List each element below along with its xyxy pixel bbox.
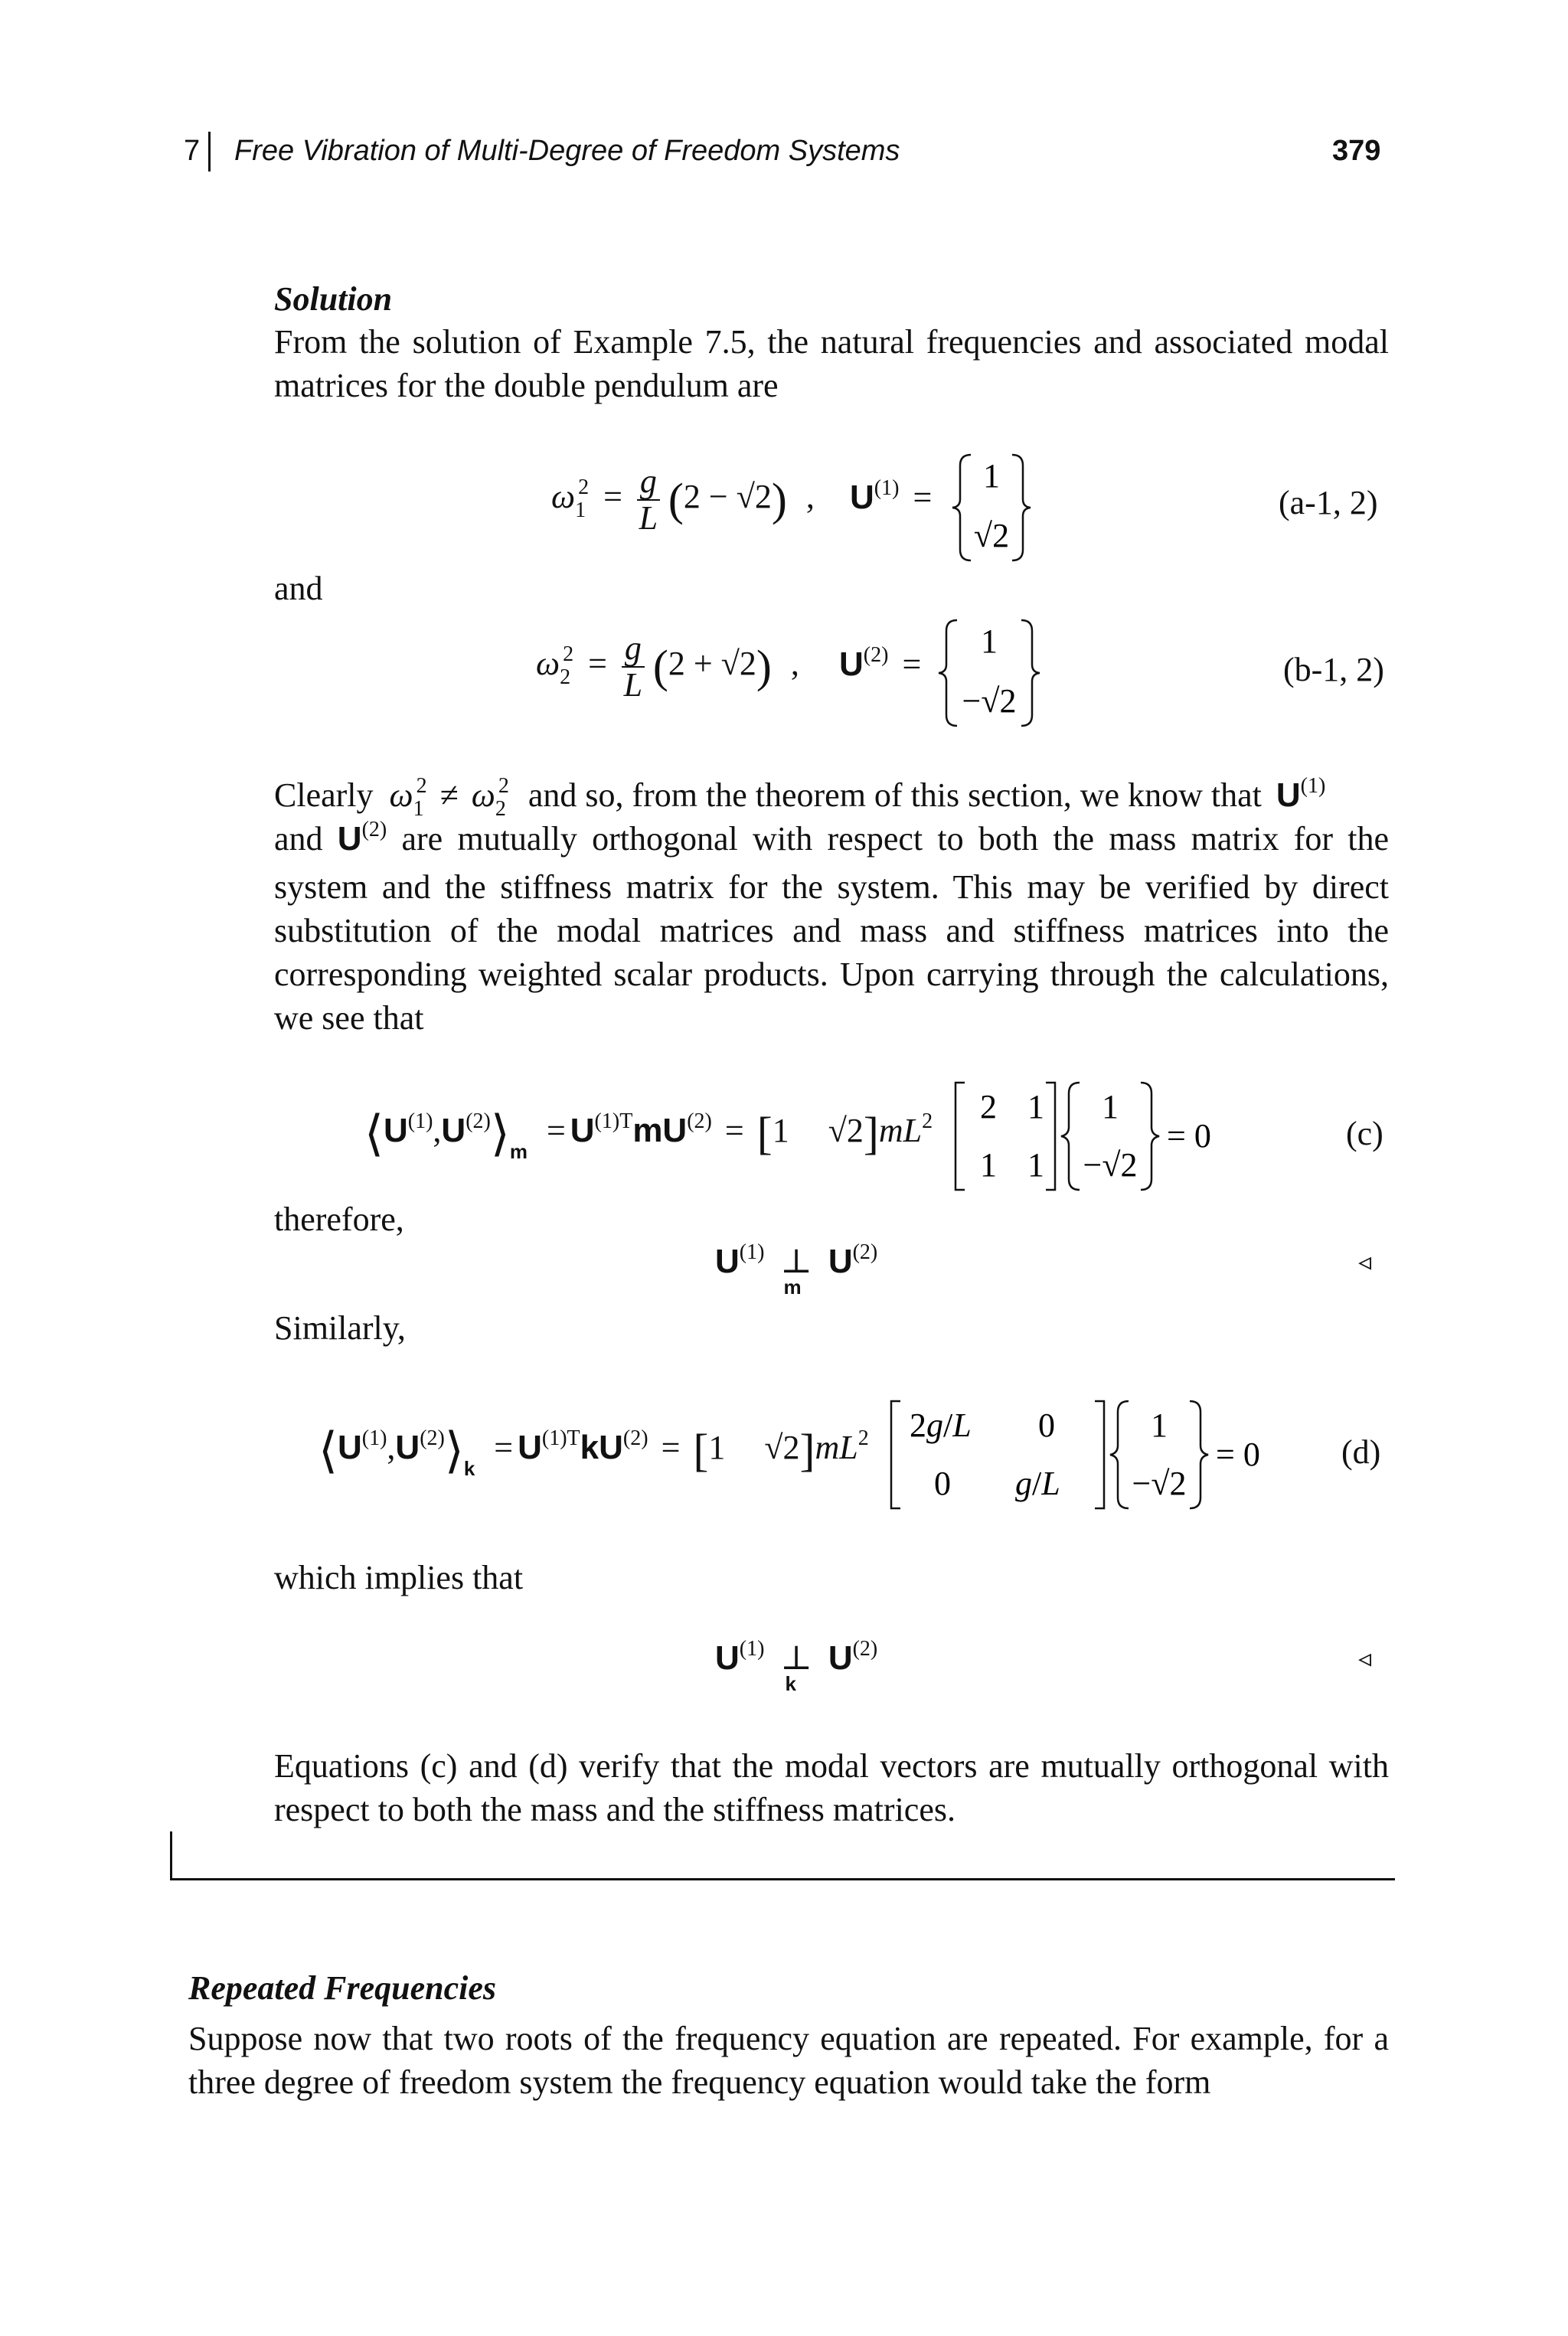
svg-text:= 0: = 0 xyxy=(1216,1436,1260,1473)
eq-c-label: (c) xyxy=(1346,1115,1383,1152)
vector-u2-braces xyxy=(936,617,1043,729)
equation-a: $\omega_1^2$ = $\frac{g}{L}$ (2 − √2) , xyxy=(551,462,815,537)
svg-text:0: 0 xyxy=(934,1465,951,1502)
section-heading: Repeated Frequencies xyxy=(188,1969,497,2007)
svg-text:−√2: −√2 xyxy=(1132,1465,1187,1502)
svg-text:2g/L: 2g/L xyxy=(910,1407,972,1444)
eq-b-label: (b-1, 2) xyxy=(1283,651,1384,688)
clearly-paragraph: and $U^{(2)}$ are mutually orthogonal with respect to both the mass matrix for the system and the stiffness matrix for the system. This may be verified by direct substitution of the modal matrices and mass and stiffness matrices into the corresponding weighted scalar products. Upon carrying through the calculations, we see that xyxy=(274,818,1390,1037)
vector-u1: $U^{(1)}$ = xyxy=(850,476,933,516)
connector-and: and xyxy=(274,570,323,607)
svg-text:−√2: −√2 xyxy=(962,682,1017,720)
svg-text:−√2: −√2 xyxy=(1083,1146,1138,1184)
example-end-rule xyxy=(170,1878,1395,1880)
chapter-number: 7 xyxy=(184,135,201,167)
orthogonal-m: $U^{(1)}$ ⊥ m $U^{(2)}$ xyxy=(715,1240,878,1299)
intro-paragraph: From the solution of Example 7.5, the natural frequencies and associated modal matrices for the double pendulum are xyxy=(274,323,1389,404)
orthogonal-k: $U^{(1)}$ ⊥ k $U^{(2)}$ xyxy=(715,1637,878,1695)
vector-u1-braces xyxy=(949,452,1034,564)
svg-text:√2: √2 xyxy=(973,517,1010,554)
matrix-d xyxy=(888,1398,1263,1511)
svg-text:2: 2 xyxy=(980,1088,997,1126)
end-marker-1: ◃ xyxy=(1358,1248,1372,1276)
eq-a-label: (a-1, 2) xyxy=(1279,484,1378,521)
conclusion-paragraph: Equations (c) and (d) verify that the modal vectors are mutually orthogonal with respect to both the mass and the stiffness matrices. xyxy=(274,1747,1389,1828)
equation-b: $\omega_2^2$ = $\frac{g}{L}$ (2 + √2) , xyxy=(536,629,799,704)
svg-text:1: 1 xyxy=(1102,1088,1119,1126)
page-number: 379 xyxy=(1332,135,1381,167)
matrix-c xyxy=(952,1080,1211,1193)
svg-text:1: 1 xyxy=(1027,1088,1044,1126)
equation-d: $⟨U^{(1)},U^{(2)}⟩_k = U^{(1)T}kU^{(2)} = [1$ $√2]mL^2$ xyxy=(318,1423,869,1481)
svg-text:g/L: g/L xyxy=(1015,1465,1060,1502)
vector-u2: $U^{(2)}$ = xyxy=(839,643,922,683)
svg-text:1: 1 xyxy=(981,622,998,660)
svg-text:1: 1 xyxy=(1151,1407,1168,1444)
svg-text:1: 1 xyxy=(983,457,1000,495)
svg-text:1: 1 xyxy=(980,1146,997,1184)
solution-heading: Solution xyxy=(274,280,393,318)
chapter-title: Free Vibration of Multi-Degree of Freedom Systems xyxy=(234,135,900,167)
clearly-line-1: Clearly $\omega_1^2 \ne \omega_2^2$ and so, from the theorem of this section, we know that $U^{(1)}$ xyxy=(274,774,1326,821)
header-divider xyxy=(208,132,211,172)
example-end-bracket xyxy=(170,1831,172,1880)
end-marker-2: ◃ xyxy=(1358,1645,1372,1673)
svg-text:= 0: = 0 xyxy=(1167,1117,1211,1155)
svg-text:1: 1 xyxy=(1027,1146,1044,1184)
similarly-text: Similarly, xyxy=(274,1309,406,1347)
equation-c: $⟨U^{(1)},U^{(2)}⟩_m = U^{(1)T}mU^{(2)} = [1$ $√2]mL^2$ xyxy=(364,1106,933,1164)
svg-text:0: 0 xyxy=(1038,1407,1055,1444)
eq-d-label: (d) xyxy=(1341,1433,1381,1471)
therefore-text: therefore, xyxy=(274,1201,404,1238)
implies-text: which implies that xyxy=(274,1559,524,1596)
section-paragraph: Suppose now that two roots of the frequency equation are repeated. For example, for a three degree of freedom system the frequency equation would take the form xyxy=(188,2020,1389,2101)
